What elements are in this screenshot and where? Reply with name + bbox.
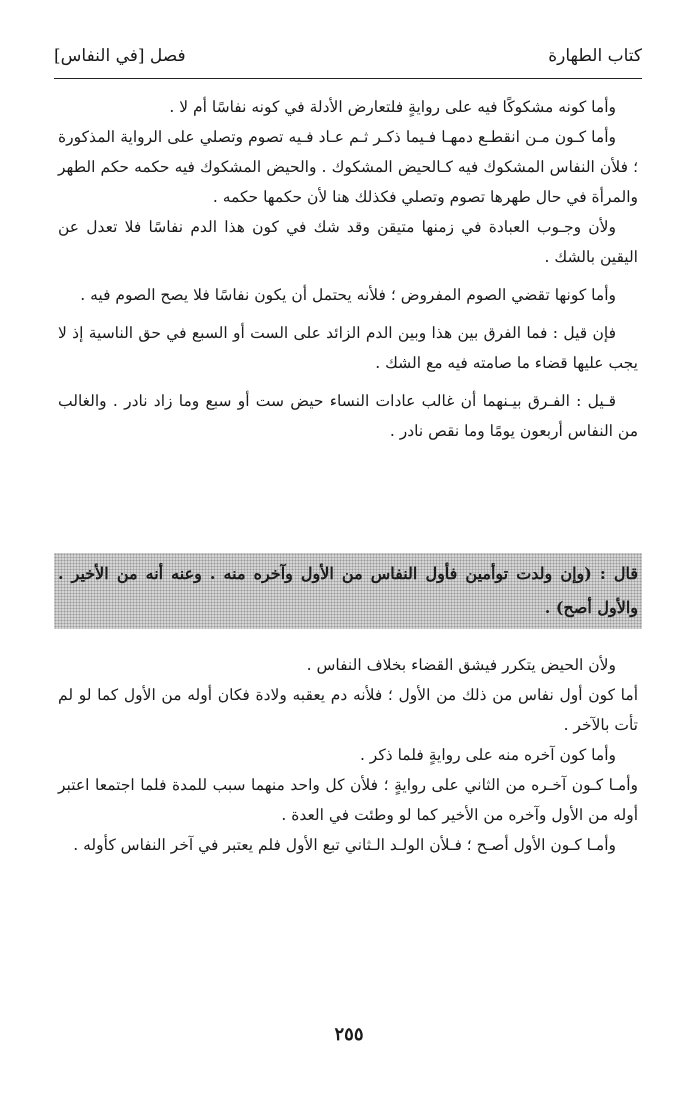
paragraph: وأمـا كـون الأول أصـح ؛ فـلأن الولـد الـثاني تبع الأول فلم يعتبر في آخر النفاس كأوله . — [73, 836, 616, 854]
paragraph: وأما كون آخره منه على روايةٍ فلما ذكر . — [359, 746, 616, 764]
running-header — [54, 36, 642, 76]
commentary-text-top — [58, 92, 638, 446]
paragraph: وأما كـون مـن انقطـع دمهـا فـيما ذكـر ثـم عـاد فـيه تصوم وتصلي على الرواية المذكورة ؛ فلأن النفاس المشكوك فيه كـالحيض المشكوك . والحيض المشكوك فيه حكمه حكم الطهر والمرأة في حال طهرها تصوم وتصلي فكذلك هنا لأن حكمها حكمه . — [58, 128, 638, 206]
paragraph: قـيل : الفـرق بيـنهما أن غالب عادات النساء حيض ست أو سبع وما زاد نادر . والغالب من النفاس أربعون يومًا وما نقص نادر . — [58, 392, 638, 440]
page-number: ٢٥٥ — [334, 1024, 364, 1045]
header-divider — [54, 78, 642, 79]
paragraph: فإن قيل : فما الفرق بين هذا وبين الدم الزائد على الست أو السبع في حق الناسية إذ لا يجب عليها قضاء ما صامته فيه مع الشك . — [58, 324, 638, 372]
paragraph: أما كون أول نفاس من ذلك من الأول ؛ فلأنه دم يعقبه ولادة فكان أوله من الأول كما لو لم تأت بالآخر . — [58, 686, 638, 734]
section-title: فصل [في النفاس] — [54, 46, 186, 66]
commentary-text-bottom — [58, 650, 638, 860]
paragraph: وأمـا كـون آخـره من الثاني على روايةٍ ؛ فلأن كل واحد منهما سبب للمدة فلما اجتمعا اعتبر أوله من الأول وآخره من الأخير كما لو وطئت في العدة . — [58, 776, 638, 824]
paragraph: ولأن الحيض يتكرر فيشق القضاء بخلاف النفاس . — [306, 656, 616, 674]
paragraph: وأما كونه مشكوكًا فيه على روايةٍ فلتعارض الأدلة في كونه نفاسًا أم لا . — [169, 98, 616, 116]
paragraph: وأما كونها تقضي الصوم المفروض ؛ فلأنه يحتمل أن يكون نفاسًا فلا يصح الصوم فيه . — [80, 286, 616, 304]
book-title: كتاب الطهارة — [548, 46, 642, 66]
paragraph: ولأن وجـوب العبادة في زمنها متيقن وقد شك في كون هذا الدم نفاسًا فلا تعدل عن اليقين بالشك . — [58, 218, 638, 266]
matn-text: قال : (وإن ولدت توأمين فأول النفاس من الأول وآخره منه . وعنه أنه من الأخير . والأول أصح) . — [58, 564, 638, 617]
matn-highlight — [54, 553, 642, 629]
